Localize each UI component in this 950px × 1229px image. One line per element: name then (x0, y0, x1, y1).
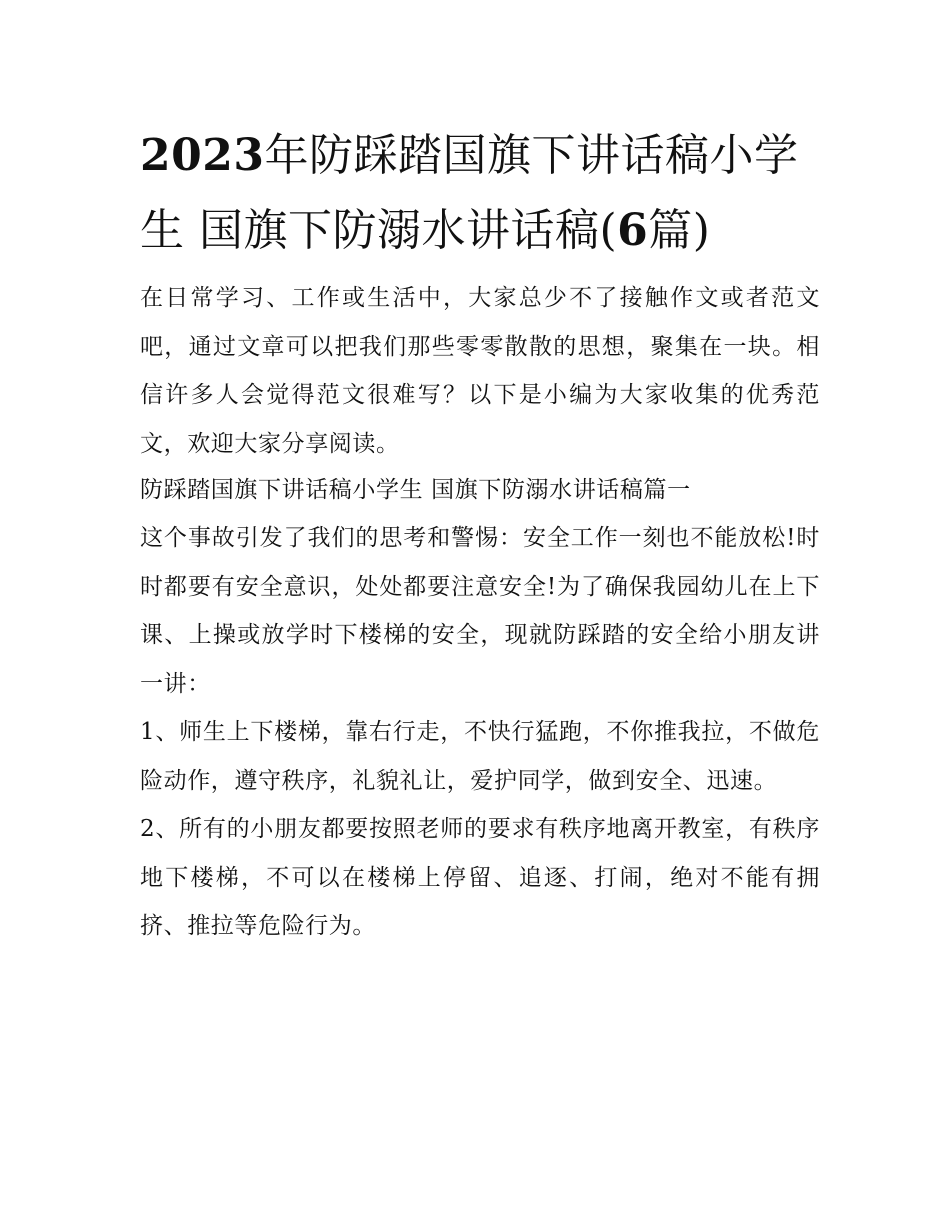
document-title (140, 118, 820, 268)
intro-paragraph: 在日常学习、工作或生活中，大家总少不了接触作文或者范文吧，通过文章可以把我们那些零零散散的思想，聚集在一块。相信许多人会觉得范文很难写？以下是小编为大家收集的优秀范文，欢迎大家分享阅读。 (140, 285, 820, 457)
document-page (140, 118, 820, 951)
title-end: 篇) (648, 205, 711, 256)
title-text: 年防踩踏国旗下讲话稿小学生 国旗下防溺水讲话稿( (140, 130, 799, 256)
title-year: 2023 (140, 130, 265, 181)
section-heading: 防踩踏国旗下讲话稿小学生 国旗下防溺水讲话稿篇一 (140, 477, 691, 503)
rule-item-1: 1、师生上下楼梯，靠右行走，不快行猛跑，不你推我拉，不做危险动作，遵守秩序，礼貌礼让，爱护同学，做到安全、迅速。 (140, 719, 820, 794)
rule-item-2: 2、所有的小朋友都要按照老师的要求有秩序地离开教室，有秩序地下楼梯，不可以在楼梯上停留、追逐、打闹，绝对不能有拥挤、推拉等危险行为。 (140, 816, 820, 939)
title-count: 6 (617, 205, 649, 256)
body-paragraph: 这个事故引发了我们的思考和警惕：安全工作一刻也不能放松!时时都要有安全意识，处处都要注意安全!为了确保我园幼儿在上下课、上操或放学时下楼梯的安全，现就防踩踏的安全给小朋友讲一讲： (140, 525, 820, 697)
